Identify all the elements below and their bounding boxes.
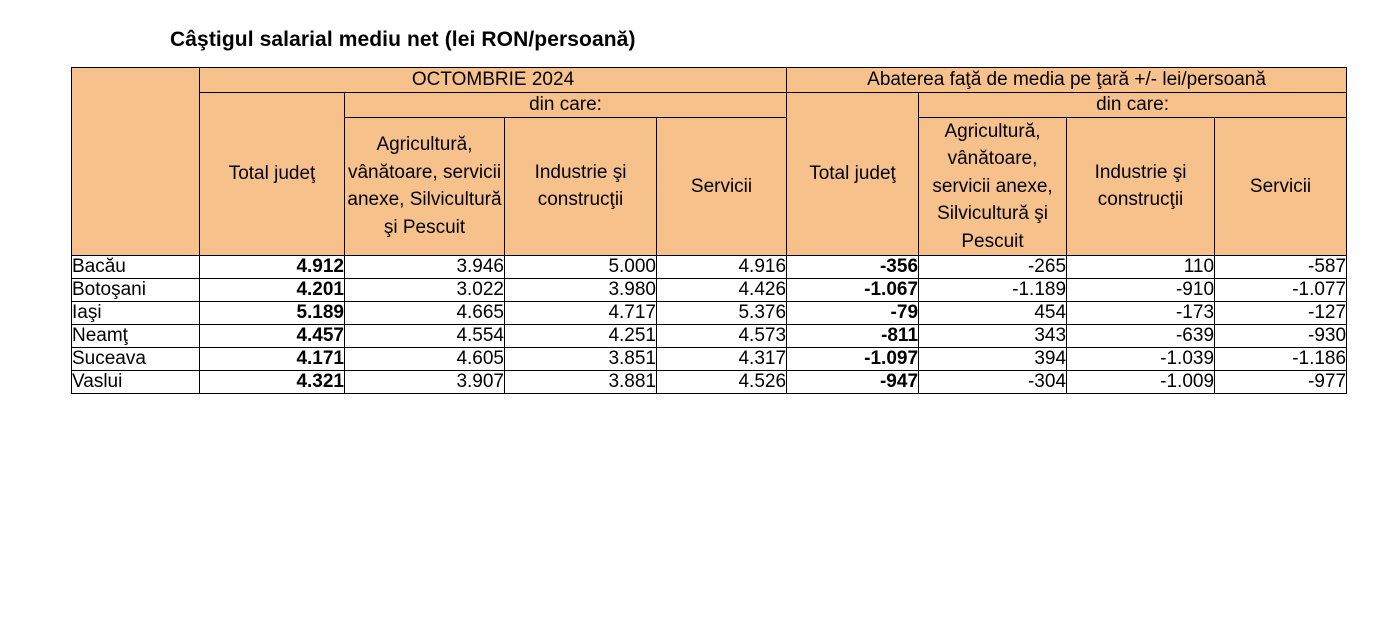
row-label: Bacău: [72, 256, 200, 279]
row-label: Neamţ: [72, 325, 200, 348]
cell-serv-right: -930: [1215, 325, 1347, 348]
din-care-right: din care:: [919, 92, 1347, 117]
row-label: Iaşi: [72, 302, 200, 325]
cell-total-left: 4.457: [200, 325, 345, 348]
cell-ind-right: -639: [1067, 325, 1215, 348]
cell-total-right: -947: [787, 371, 919, 394]
cell-serv-right: -587: [1215, 256, 1347, 279]
cell-agri-left: 3.907: [345, 371, 505, 394]
col-agricultura-right: Agricultură, vânătoare, servicii anexe, Silvicultură şi Pescuit: [919, 117, 1067, 256]
cell-ind-left: 5.000: [505, 256, 657, 279]
cell-agri-right: -265: [919, 256, 1067, 279]
cell-agri-left: 3.946: [345, 256, 505, 279]
cell-ind-left: 4.251: [505, 325, 657, 348]
cell-ind-right: -910: [1067, 279, 1215, 302]
cell-serv-right: -1.077: [1215, 279, 1347, 302]
table-body: [72, 256, 1347, 394]
cell-ind-right: -173: [1067, 302, 1215, 325]
cell-agri-left: 4.605: [345, 348, 505, 371]
row-label: Suceava: [72, 348, 200, 371]
table-row: [72, 371, 1347, 394]
cell-agri-left: 3.022: [345, 279, 505, 302]
col-total-judet-left: Total judeţ: [200, 92, 345, 255]
table-row: [72, 302, 1347, 325]
cell-serv-left: 4.317: [657, 348, 787, 371]
cell-total-right: -1.097: [787, 348, 919, 371]
cell-total-left: 4.201: [200, 279, 345, 302]
cell-serv-left: 4.426: [657, 279, 787, 302]
header-row-groups: [72, 68, 1347, 93]
table-row: [72, 325, 1347, 348]
cell-serv-left: 5.376: [657, 302, 787, 325]
cell-agri-right: -1.189: [919, 279, 1067, 302]
cell-total-left: 5.189: [200, 302, 345, 325]
cell-total-left: 4.171: [200, 348, 345, 371]
cell-ind-right: -1.009: [1067, 371, 1215, 394]
col-industrie-right: Industrie şi construcţii: [1067, 117, 1215, 256]
page-title: Câştigul salarial mediu net (lei RON/persoană): [170, 28, 636, 51]
cell-agri-right: 394: [919, 348, 1067, 371]
cell-agri-right: 454: [919, 302, 1067, 325]
col-total-judet-right: Total judeţ: [787, 92, 919, 255]
cell-ind-left: 4.717: [505, 302, 657, 325]
cell-serv-right: -1.186: [1215, 348, 1347, 371]
col-servicii-left: Servicii: [657, 117, 787, 256]
cell-total-left: 4.321: [200, 371, 345, 394]
table-row: [72, 279, 1347, 302]
cell-serv-left: 4.526: [657, 371, 787, 394]
cell-agri-left: 4.665: [345, 302, 505, 325]
col-agricultura-left: Agricultură, vânătoare, servicii anexe, Silvicultură şi Pescuit: [345, 117, 505, 256]
table-row: [72, 348, 1347, 371]
cell-ind-right: -1.039: [1067, 348, 1215, 371]
header-row-dincare: [72, 92, 1347, 117]
cell-total-right: -79: [787, 302, 919, 325]
cell-serv-right: -127: [1215, 302, 1347, 325]
cell-ind-left: 3.980: [505, 279, 657, 302]
cell-agri-right: 343: [919, 325, 1067, 348]
cell-serv-left: 4.916: [657, 256, 787, 279]
cell-serv-left: 4.573: [657, 325, 787, 348]
salary-table: [71, 67, 1347, 394]
din-care-left: din care:: [345, 92, 787, 117]
table-header: [72, 68, 1347, 256]
table-row: [72, 256, 1347, 279]
group-header-octombrie: OCTOMBRIE 2024: [200, 68, 787, 93]
row-label: Botoşani: [72, 279, 200, 302]
col-industrie-left: Industrie şi construcţii: [505, 117, 657, 256]
cell-serv-right: -977: [1215, 371, 1347, 394]
cell-ind-left: 3.881: [505, 371, 657, 394]
cell-total-right: -1.067: [787, 279, 919, 302]
cell-ind-left: 3.851: [505, 348, 657, 371]
cell-total-left: 4.912: [200, 256, 345, 279]
group-header-abatere: Abaterea faţă de media pe ţară +/- lei/persoană: [787, 68, 1347, 93]
cell-agri-right: -304: [919, 371, 1067, 394]
cell-total-right: -356: [787, 256, 919, 279]
row-label: Vaslui: [72, 371, 200, 394]
cell-total-right: -811: [787, 325, 919, 348]
corner-cell: [72, 68, 200, 256]
cell-agri-left: 4.554: [345, 325, 505, 348]
col-servicii-right: Servicii: [1215, 117, 1347, 256]
cell-ind-right: 110: [1067, 256, 1215, 279]
